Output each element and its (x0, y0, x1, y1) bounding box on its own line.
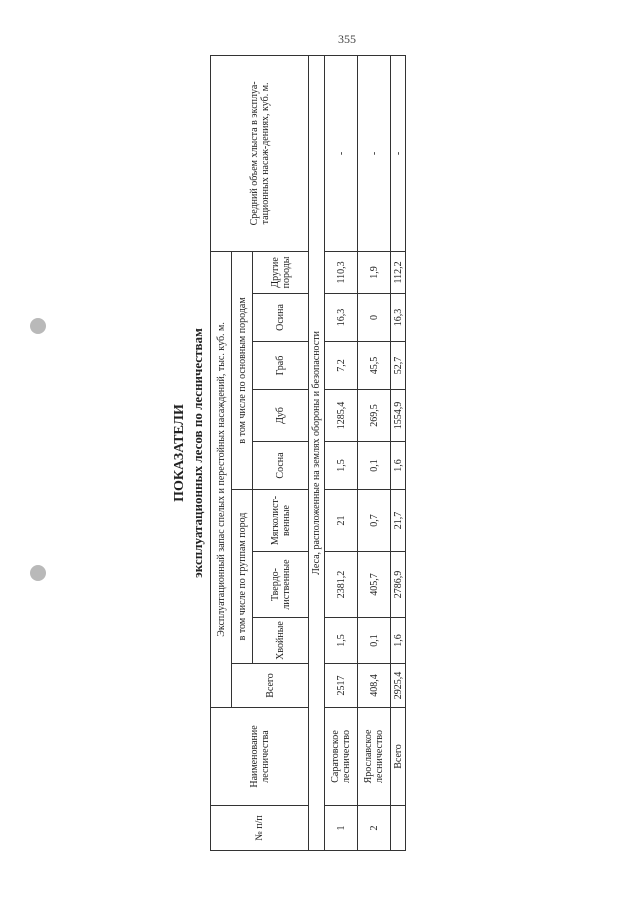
cell-hardwood: 2381,2 (325, 552, 358, 618)
header-oak: Дуб (253, 390, 309, 442)
cell-other: 1,9 (358, 251, 391, 293)
section-label: Леса, расположенные на землях обороны и безопасности (309, 55, 325, 850)
header-name: Наименование лесничества (211, 708, 309, 806)
header-row-1 (211, 55, 232, 850)
rotated-document (172, 53, 472, 853)
header-other: Другие породы (253, 251, 309, 293)
cell-num: 2 (358, 806, 391, 851)
header-total: Всего (232, 664, 309, 708)
cell-other: 112,2 (391, 251, 406, 293)
page-number: 355 (338, 32, 356, 46)
cell-other: 110,3 (325, 251, 358, 293)
punch-hole-top (30, 318, 46, 334)
table-row (358, 55, 391, 850)
header-softwood: Мягколист-венные (253, 490, 309, 552)
cell-oak: 1285,4 (325, 390, 358, 442)
header-num: № п/п (211, 806, 309, 851)
cell-aspen: 0 (358, 294, 391, 342)
cell-aspen: 16,3 (391, 294, 406, 342)
header-by-species: в том числе по основным породам (232, 251, 253, 489)
cell-avg: - (325, 55, 358, 251)
totals-row (391, 55, 406, 850)
cell-num (391, 806, 406, 851)
cell-pine: 1,5 (325, 442, 358, 490)
cell-hornbeam: 52,7 (391, 342, 406, 390)
cell-hornbeam: 7,2 (325, 342, 358, 390)
cell-hardwood: 405,7 (358, 552, 391, 618)
header-aspen: Осина (253, 294, 309, 342)
cell-oak: 1554,9 (391, 390, 406, 442)
cell-avg: - (391, 55, 406, 251)
header-by-groups: в том числе по группам пород (232, 490, 253, 664)
header-hornbeam: Граб (253, 342, 309, 390)
cell-coniferous: 0,1 (358, 618, 391, 664)
cell-name: Саратовское лесничество (325, 708, 358, 806)
indicators-table (210, 55, 406, 851)
header-stock: Эксплуатационный запас спелых и перестойных насаждений, тыс. куб. м. (211, 251, 232, 707)
cell-softwood: 21 (325, 490, 358, 552)
header-hardwood: Твердо-лиственные (253, 552, 309, 618)
cell-num: 1 (325, 806, 358, 851)
cell-name: Всего (391, 708, 406, 806)
table-row (325, 55, 358, 850)
cell-pine: 1,6 (391, 442, 406, 490)
header-avg-volume: Средний объем хлыста в эксплуа-тационных насаж-дениях, куб. м. (211, 55, 309, 251)
cell-hardwood: 2786,9 (391, 552, 406, 618)
cell-pine: 0,1 (358, 442, 391, 490)
cell-hornbeam: 45,5 (358, 342, 391, 390)
cell-total: 2925,4 (391, 664, 406, 708)
cell-softwood: 21,7 (391, 490, 406, 552)
cell-oak: 269,5 (358, 390, 391, 442)
header-coniferous: Хвойные (253, 618, 309, 664)
cell-coniferous: 1,5 (325, 618, 358, 664)
punch-hole-bottom (30, 565, 46, 581)
section-row (309, 55, 325, 850)
cell-total: 408,4 (358, 664, 391, 708)
header-pine: Сосна (253, 442, 309, 490)
cell-softwood: 0,7 (358, 490, 391, 552)
document-subtitle: эксплуатационных лесов по лесничествам (190, 328, 205, 578)
document-title: ПОКАЗАТЕЛИ (172, 404, 187, 502)
cell-avg: - (358, 55, 391, 251)
cell-total: 2517 (325, 664, 358, 708)
cell-name: Ярославское лесничество (358, 708, 391, 806)
cell-coniferous: 1,6 (391, 618, 406, 664)
cell-aspen: 16,3 (325, 294, 358, 342)
